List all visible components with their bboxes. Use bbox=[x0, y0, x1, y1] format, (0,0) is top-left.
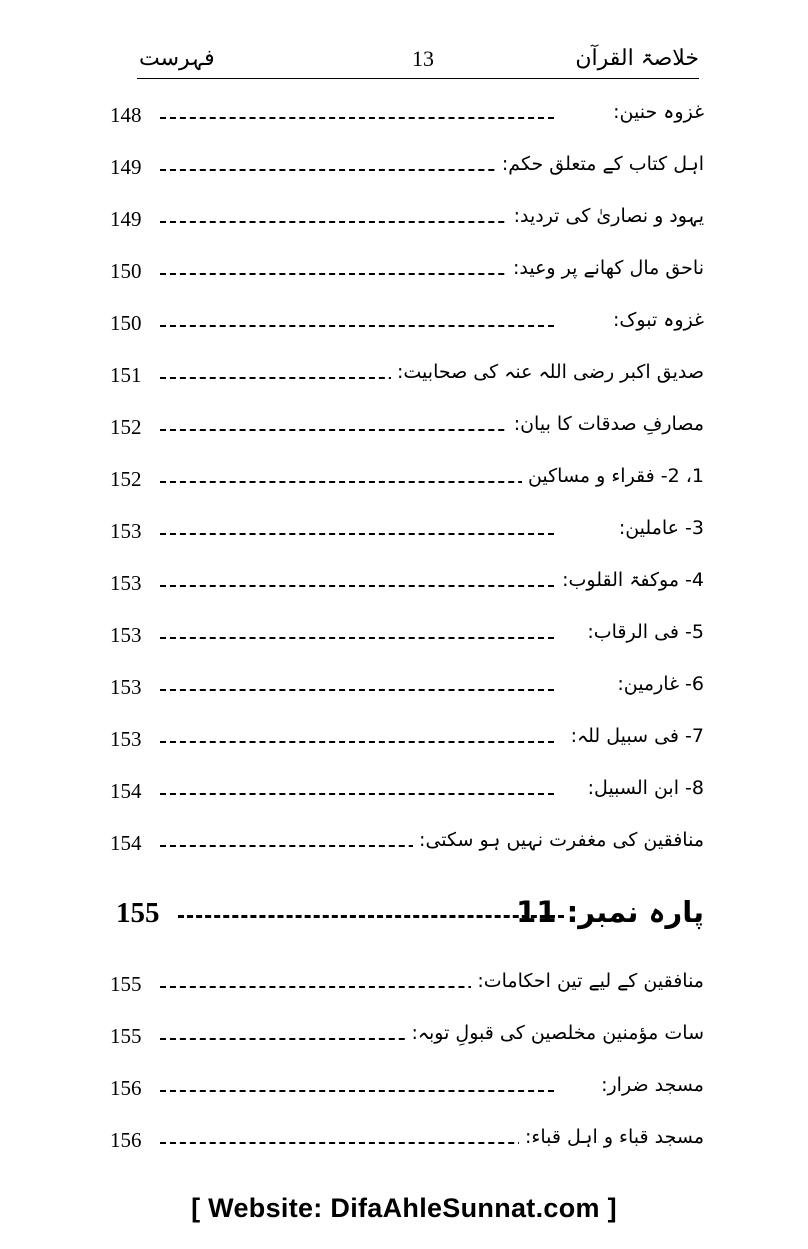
toc-title: غزوہ تبوک: bbox=[607, 309, 704, 331]
toc-page-number: 151 bbox=[110, 363, 142, 387]
toc-page-number: 150 bbox=[110, 311, 142, 335]
toc-title: 8- ابن السبیل: bbox=[582, 777, 704, 799]
toc-title: منافقین کے لیے تین احکامات: bbox=[471, 970, 704, 992]
section-page-number: 155 bbox=[116, 897, 160, 929]
toc-page-number: 153 bbox=[110, 675, 142, 699]
toc-leader-dashes bbox=[160, 117, 554, 119]
toc-leader-dashes bbox=[160, 429, 554, 431]
toc-title: مسجد ضرار: bbox=[595, 1074, 704, 1096]
toc-leader-dashes bbox=[160, 533, 554, 535]
website-footer: [ Website: DifaAhleSunnat.com ] bbox=[191, 1193, 617, 1223]
toc-leader-dashes bbox=[160, 637, 554, 639]
toc-entry bbox=[110, 669, 704, 709]
toc-entry bbox=[110, 201, 704, 241]
toc-entry bbox=[110, 305, 704, 345]
toc-page-number: 154 bbox=[110, 779, 142, 803]
toc-entry bbox=[110, 97, 704, 137]
toc-page-number: 149 bbox=[110, 207, 142, 231]
toc-title: 4- موکفۃ القلوب: bbox=[556, 569, 704, 591]
toc-page-number: 153 bbox=[110, 519, 142, 543]
toc-leader-dashes bbox=[160, 689, 554, 691]
toc-page-number: 152 bbox=[110, 467, 142, 491]
toc-page-number: 149 bbox=[110, 155, 142, 179]
toc-title: 6- غارمین: bbox=[611, 673, 704, 695]
toc-page-number: 153 bbox=[110, 727, 142, 751]
toc-page-number: 155 bbox=[110, 972, 142, 996]
page-header bbox=[137, 44, 699, 79]
header-index-label: فہرست bbox=[139, 46, 215, 71]
toc-leader-dashes bbox=[160, 1090, 554, 1092]
toc-entry bbox=[110, 565, 704, 605]
toc-title: صدیق اکبر رضی اللہ عنہ کی صحابیت: bbox=[391, 361, 704, 383]
section-title: پارہ نمبر: 11 bbox=[516, 895, 704, 929]
toc-title: یہود و نصاریٰ کی تردید: bbox=[508, 205, 704, 227]
toc-title: مصارفِ صدقات کا بیان: bbox=[508, 413, 704, 435]
toc-entry bbox=[110, 253, 704, 293]
toc-page-number: 156 bbox=[110, 1128, 142, 1152]
toc-page-number: 152 bbox=[110, 415, 142, 439]
toc-entry bbox=[110, 617, 704, 657]
header-book-title: خلاصۃ القرآن bbox=[575, 46, 699, 71]
toc-leader-dashes bbox=[160, 221, 554, 223]
toc-entry bbox=[110, 513, 704, 553]
toc-entry bbox=[110, 773, 704, 813]
header-page-number: 13 bbox=[412, 46, 434, 71]
toc-entry bbox=[110, 149, 704, 189]
toc-page-number: 155 bbox=[110, 1024, 142, 1048]
toc-entry bbox=[110, 825, 704, 865]
toc-title: ناحق مال کھانے پر وعید: bbox=[507, 257, 704, 279]
toc-entry bbox=[110, 721, 704, 761]
toc-title: غزوہ حنین: bbox=[607, 101, 704, 123]
toc-entry bbox=[110, 1070, 704, 1110]
toc-title: 7- فی سبیل للہ: bbox=[565, 725, 704, 747]
toc-entry bbox=[110, 1122, 704, 1162]
toc-leader-dashes bbox=[160, 273, 554, 275]
toc-page-number: 154 bbox=[110, 831, 142, 855]
toc-leader-dashes bbox=[160, 325, 554, 327]
toc-leader-dashes bbox=[160, 741, 554, 743]
toc-leader-dashes bbox=[160, 585, 554, 587]
toc-entry bbox=[110, 1018, 704, 1058]
toc-leader-dashes bbox=[160, 793, 554, 795]
toc-title: سات مؤمنین مخلصین کی قبولِ توبہ: bbox=[405, 1022, 704, 1044]
toc-title: مسجد قباء و اہل قباء: bbox=[519, 1126, 704, 1148]
toc-page-number: 150 bbox=[110, 259, 142, 283]
toc-title: اہل کتاب کے متعلق حکم: bbox=[496, 153, 704, 175]
toc-entry bbox=[110, 357, 704, 397]
section-heading bbox=[110, 893, 704, 943]
toc-entry bbox=[110, 966, 704, 1006]
toc-entry bbox=[110, 409, 704, 449]
toc-title: منافقین کی مغفرت نہیں ہو سکتی: bbox=[413, 829, 704, 851]
toc-page-number: 153 bbox=[110, 571, 142, 595]
section-leader-dashes bbox=[178, 915, 564, 918]
toc-page-number: 148 bbox=[110, 103, 142, 127]
toc-page-number: 153 bbox=[110, 623, 142, 647]
toc-title: 3- عاملین: bbox=[613, 517, 704, 539]
toc-leader-dashes bbox=[160, 1142, 554, 1144]
toc-title: 1، 2- فقراء و مساکین bbox=[522, 465, 704, 487]
toc-leader-dashes bbox=[160, 169, 554, 171]
toc-entry bbox=[110, 461, 704, 501]
toc-title: 5- فی الرقاب: bbox=[581, 621, 704, 643]
toc-page-number: 156 bbox=[110, 1076, 142, 1100]
toc-leader-dashes bbox=[160, 481, 554, 483]
